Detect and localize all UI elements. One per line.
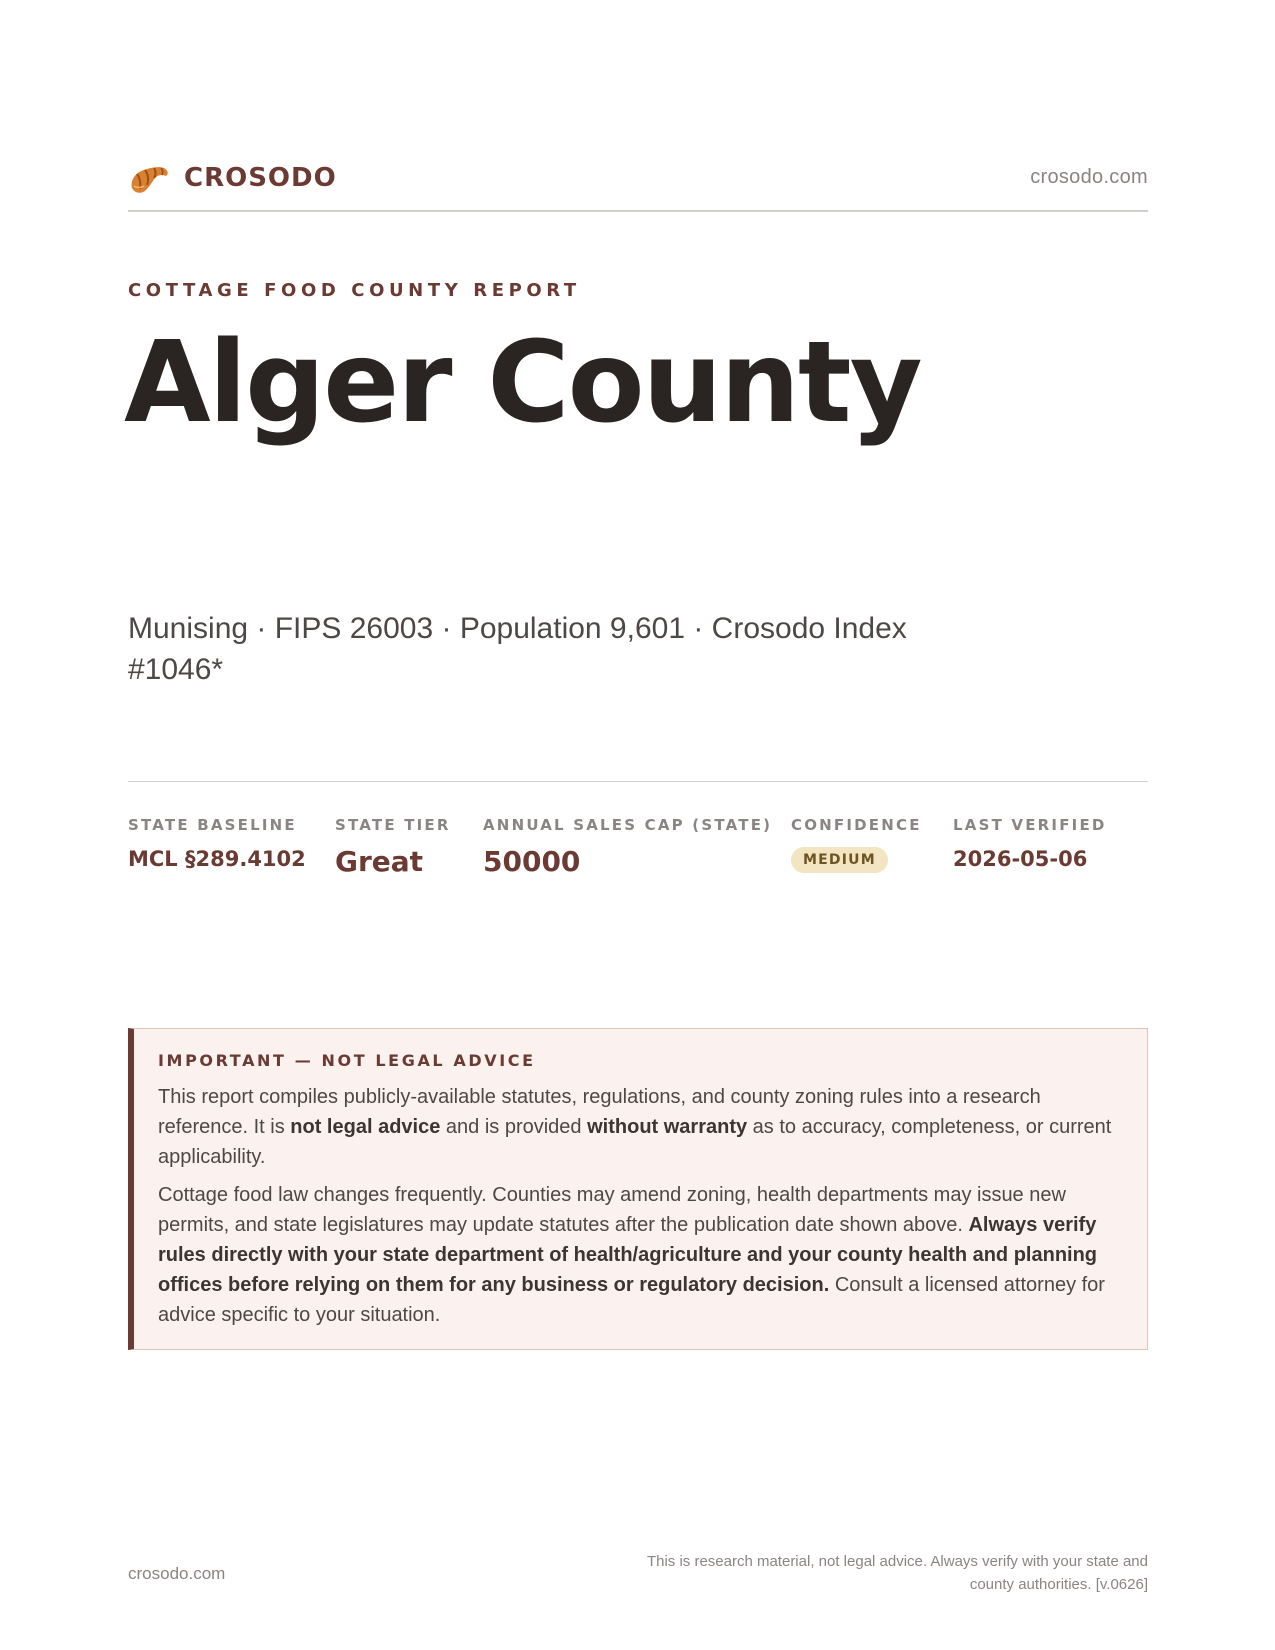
county-subtitle: Munising · FIPS 26003 · Population 9,601 · Crosodo Index #1046*	[128, 612, 907, 686]
stat-label: STATE TIER	[335, 816, 451, 834]
brand	[128, 158, 337, 198]
brand-name: CROSODO	[184, 163, 337, 193]
stat-label: LAST VERIFIED	[953, 816, 1107, 834]
stat-label: STATE BASELINE	[128, 816, 297, 834]
notice-text: as to accuracy, completeness, or current applicability.	[158, 1116, 1112, 1168]
footer-disclaimer: This is research material, not legal advice. Always verify with your state and county authorities. [v.0626]	[646, 1553, 1148, 1593]
notice-text: This report compiles publicly-available statutes, regulations, and county zoning rules into a research reference. It is	[158, 1086, 1041, 1138]
stat-value: MCL §289.4102	[128, 847, 306, 871]
confidence-badge: MEDIUM	[791, 847, 888, 873]
header-domain[interactable]: crosodo.com	[1030, 166, 1148, 188]
notice-paragraph-1	[158, 1082, 1121, 1172]
stat-value: Great	[335, 845, 424, 878]
stat-value: 50000	[483, 845, 581, 878]
page-title: Alger County	[124, 318, 921, 448]
notice-text: and is provided	[440, 1116, 588, 1138]
report-page	[124, 0, 1148, 1650]
stat-last-verified	[953, 816, 1107, 871]
notice-emphasis: not legal advice	[290, 1116, 441, 1138]
stat-state-baseline	[128, 816, 306, 871]
stat-state-tier	[335, 816, 451, 878]
page-header	[128, 158, 1148, 212]
notice-title: IMPORTANT — NOT LEGAL ADVICE	[158, 1051, 536, 1070]
stats-row	[128, 781, 1148, 878]
notice-text: Cottage food law changes frequently. Counties may amend zoning, health departments may issue new permits, and state legislatures may update statutes after the publication date shown above.	[158, 1184, 1066, 1236]
croissant-icon	[128, 158, 170, 198]
legal-notice	[128, 1028, 1148, 1350]
report-eyebrow: COTTAGE FOOD COUNTY REPORT	[128, 280, 581, 301]
notice-paragraph-2	[158, 1180, 1121, 1330]
stat-confidence	[791, 816, 922, 873]
notice-emphasis: without warranty	[587, 1116, 748, 1138]
stat-value: 2026-05-06	[953, 847, 1088, 871]
stat-label: CONFIDENCE	[791, 816, 922, 834]
stat-annual-sales-cap	[483, 816, 772, 878]
notice-text: Consult a licensed attorney for advice specific to your situation.	[158, 1274, 1105, 1326]
stat-label: ANNUAL SALES CAP (STATE)	[483, 816, 773, 834]
footer-domain[interactable]: crosodo.com	[128, 1564, 226, 1583]
notice-emphasis: Always verify rules directly with your state department of health/agriculture and your county health and planning offices before relying on them for any business or regulatory decision.	[158, 1214, 1098, 1296]
